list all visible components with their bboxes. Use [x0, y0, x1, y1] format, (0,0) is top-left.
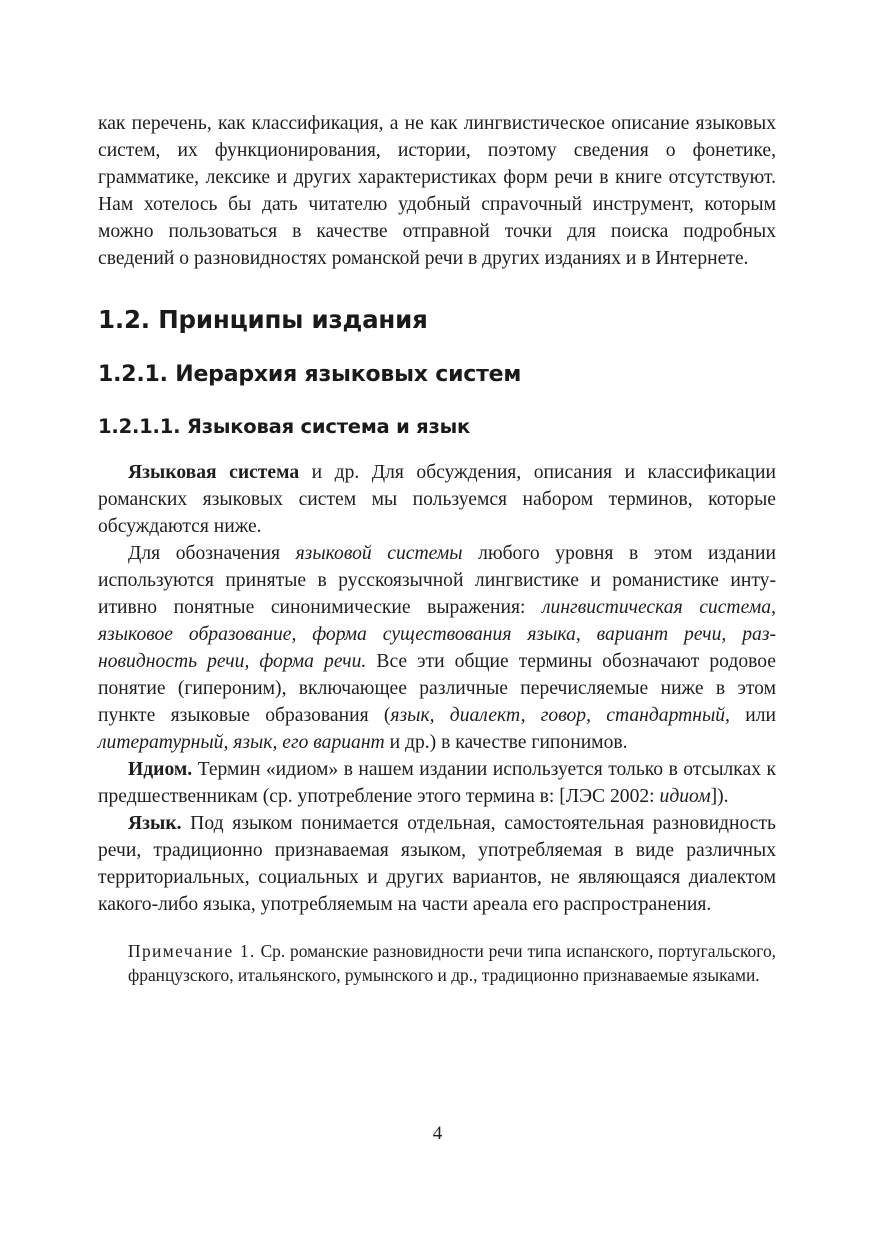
page-number: 4: [432, 1123, 443, 1144]
designation-text-2: любого уровня в этом издании используются принятые в русскоязычной лингвистике и романистике интуитивно понятные синонимические выражения:: [98, 543, 776, 618]
note-text: Ср. романские разновидности речи типа испанского, португальского, французского, итальянского, румынского и др., традиционно признаваемые языками.: [128, 941, 776, 985]
section-heading-1-2-1: 1.2.1. Иерархия языковых систем: [98, 362, 522, 387]
designation-text-1: Для обозначения: [128, 543, 296, 564]
paragraph-language-system-text: и др. Для обсуждения, описания и классификации романских языковых систем мы пользуемся набором терминов, которые обсуждаются ниже.: [98, 462, 776, 537]
note-1: [98, 940, 776, 987]
paragraph-language-system: [98, 459, 776, 540]
paragraph-language: [98, 810, 776, 918]
idiom-italic: идиом: [659, 786, 711, 807]
idiom-text-2: ]).: [710, 786, 729, 807]
note-label: Примечание 1.: [128, 941, 256, 961]
term-language: Язык.: [128, 813, 182, 834]
page-body: [98, 110, 776, 987]
term-idiom: Идиом.: [128, 759, 193, 780]
paragraph-language-text: Под языком понимается отдельная, самостоятельная разновидность речи, традиционно признаваемая языком, употребляемая в виде различных территориальных, социальных и других вариантов, не являющаяся диалектом какого-либо языка, употребляемым на части ареала его распространения.: [98, 813, 776, 915]
designation-text-4: или: [729, 705, 777, 726]
paragraph-designation: [98, 540, 776, 756]
section-heading-1-2-1-1: 1.2.1.1. Языковая система и язык: [98, 415, 471, 438]
designation-text-3: Все эти общие термины обозначают родовое понятие (гипероним), включающее различные перечисляемые ниже в этом пункте языковые образования (: [98, 651, 776, 726]
designation-italic-3: язык, диалект, говор, стандартный,: [390, 705, 730, 726]
designation-italic-1: языковой системы: [295, 543, 463, 564]
designation-italic-4: литературный, язык, его вариант: [98, 732, 385, 753]
designation-italic-2: лингвистическая система, языковое образование, форма существования языка, вариант речи, разновидность речи, форма речи.: [98, 597, 776, 672]
paragraph-idiom: [98, 756, 776, 810]
term-language-system: Языковая система: [128, 462, 300, 483]
designation-text-5: и др.) в качестве гипонимов.: [384, 732, 628, 753]
idiom-text-1: Термин «идиом» в нашем издании используется только в отсылках к предшественникам (ср. употребление этого термина в: [ЛЭС 2002:: [98, 759, 776, 807]
intro-paragraph: как перечень, как классификация, а не как лингвистическое описание языковых систем, их функционирования, истории, поэтому сведения о фонетике, грамматике, лексике и других характеристиках форм речи в книге отсутствуют. Нам хотелось бы дать читателю удобный спраvочный инструмент, которым можно пользоваться в качестве отправной точки для поиска подробных сведений о разновидностях романской речи в других изданиях и в Интернете.: [98, 113, 776, 269]
section-heading-1-2: 1.2. Принципы издания: [98, 305, 428, 334]
